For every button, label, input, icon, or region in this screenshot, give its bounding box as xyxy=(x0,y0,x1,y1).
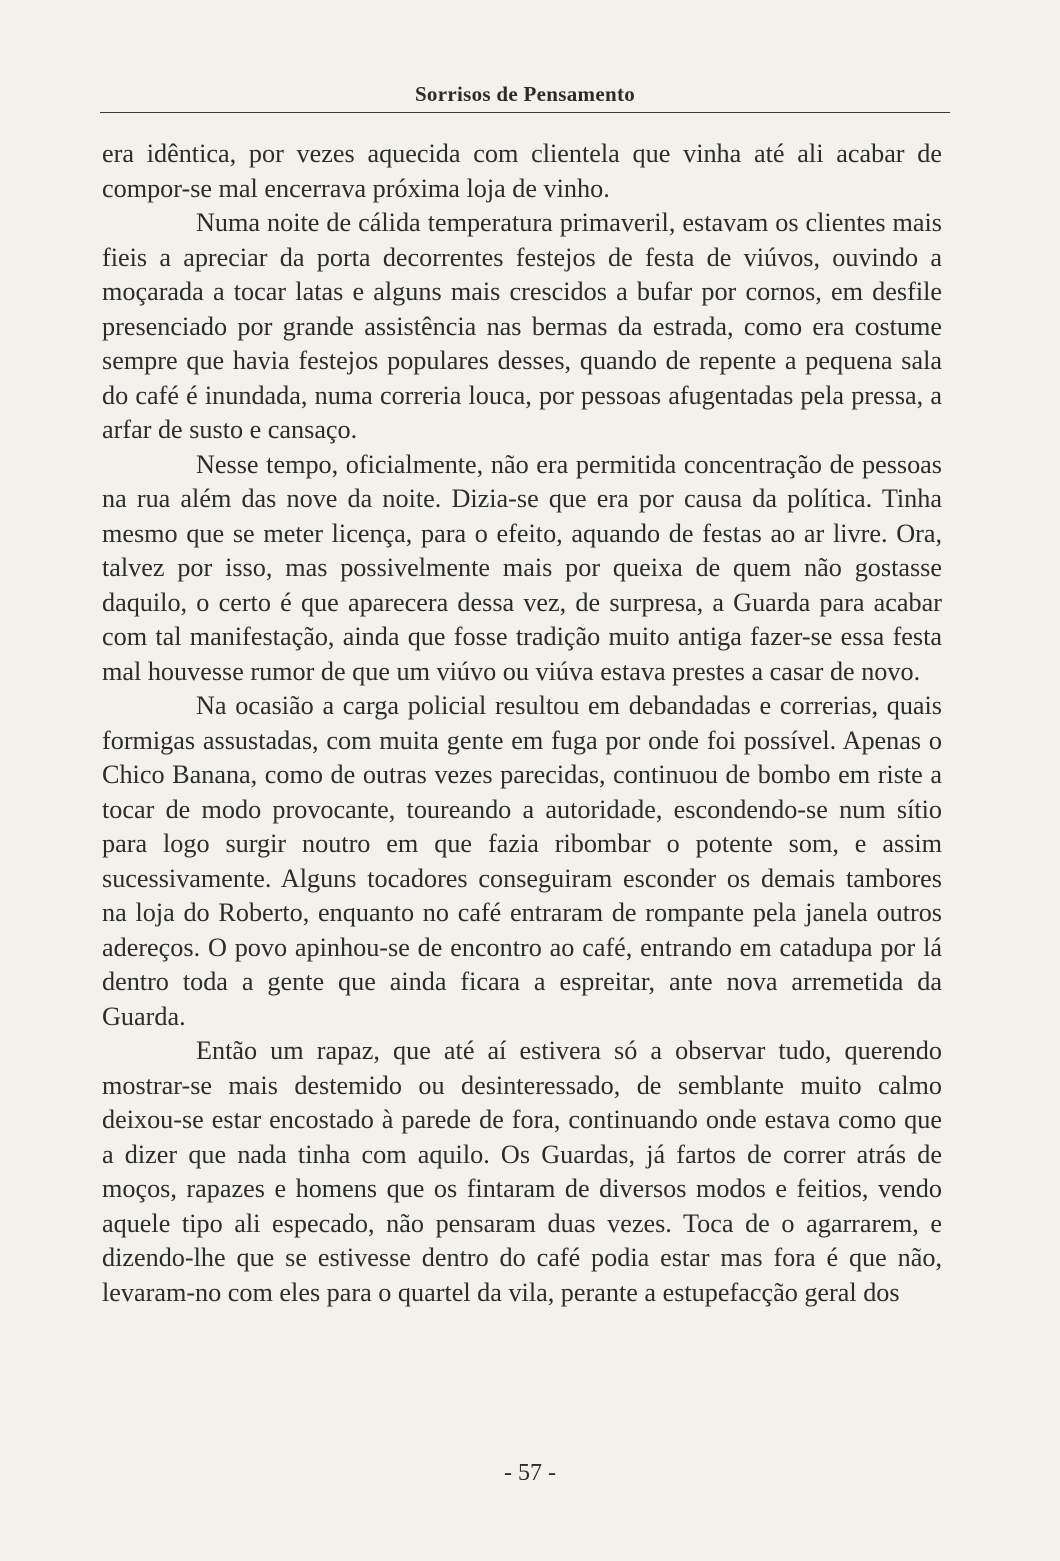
paragraph: Então um rapaz, que até aí estivera só a observar tudo, querendo mostrar-se mais destemido ou desinteressado, de semblante muito calmo deixou-se estar encostado à parede de fora, continuando onde estava como que a dizer que nada tinha com aquilo. Os Guardas, já fartos de correr atrás de moços, rapazes e homens que os fintaram de diversos modos e feitios, vendo aquele tipo ali especado, não pensaram duas vezes. Toca de o agarrarem, e dizendo-lhe que se estivesse dentro do café podia estar mas fora é que não, levaram-no com eles para o quartel da vila, perante a estupefacção geral dos xyxy=(102,1036,942,1307)
running-header: Sorrisos de Pensamento xyxy=(414,82,636,106)
paragraph: Nesse tempo, oficialmente, não era permitida concentração de pessoas na rua além das nove da noite. Dizia-se que era por causa da política. Tinha mesmo que se meter licença, para o efeito, aquando de festas ao ar livre. Ora, talvez por isso, mas possivelmente mais por queixa de quem não gostasse daquilo, o certo é que aparecera dessa vez, de surpresa, a Guarda para acabar com tal manifestação, ainda que fosse tradição muito antiga fazer-se essa festa mal houvesse rumor de que um viúvo ou viúva estava prestes a casar de novo. xyxy=(102,449,942,686)
paragraph: Numa noite de cálida temperatura primaveril, estavam os clientes mais fieis a apreciar da porta decorrentes festejos de festa de viúvos, ouvindo a moçarada a tocar latas e alguns mais crescidos a bufar por cornos, em desfile presenciado por grande assistência nas bermas da estrada, como era costume sempre que havia festejos populares desses, quando de repente a pequena sala do café é inundada, numa correria louca, por pessoas afugentadas pela pressa, a arfar de susto e cansaço. xyxy=(102,208,942,444)
paragraph: Na ocasião a carga policial resultou em debandadas e correrias, quais formigas assustadas, com muita gente em fuga por onde foi possível. Apenas o Chico Banana, como de outras vezes parecidas, continuou de bombo em riste a tocar de modo provocante, toureando a autoridade, escondendo-se num sítio para logo surgir noutro em que fazia ribombar o potente som, e assim sucessivamente. Alguns tocadores conseguiram esconder os demais tambores na loja do Roberto, enquanto no café entraram de rompante pela janela outros adereços. O povo apinhou-se de encontro ao café, entrando em catadupa por lá dentro toda a gente que ainda ficara a espreitar, ante nova arremetida da Guarda. xyxy=(102,691,942,1031)
page-number: - 57 - xyxy=(504,1460,556,1486)
body-text xyxy=(102,137,942,1310)
header-rule xyxy=(100,112,950,113)
paragraph: era idêntica, por vezes aquecida com clientela que vinha até ali acabar de compor-se mal encerrava próxima loja de vinho. xyxy=(102,139,942,203)
